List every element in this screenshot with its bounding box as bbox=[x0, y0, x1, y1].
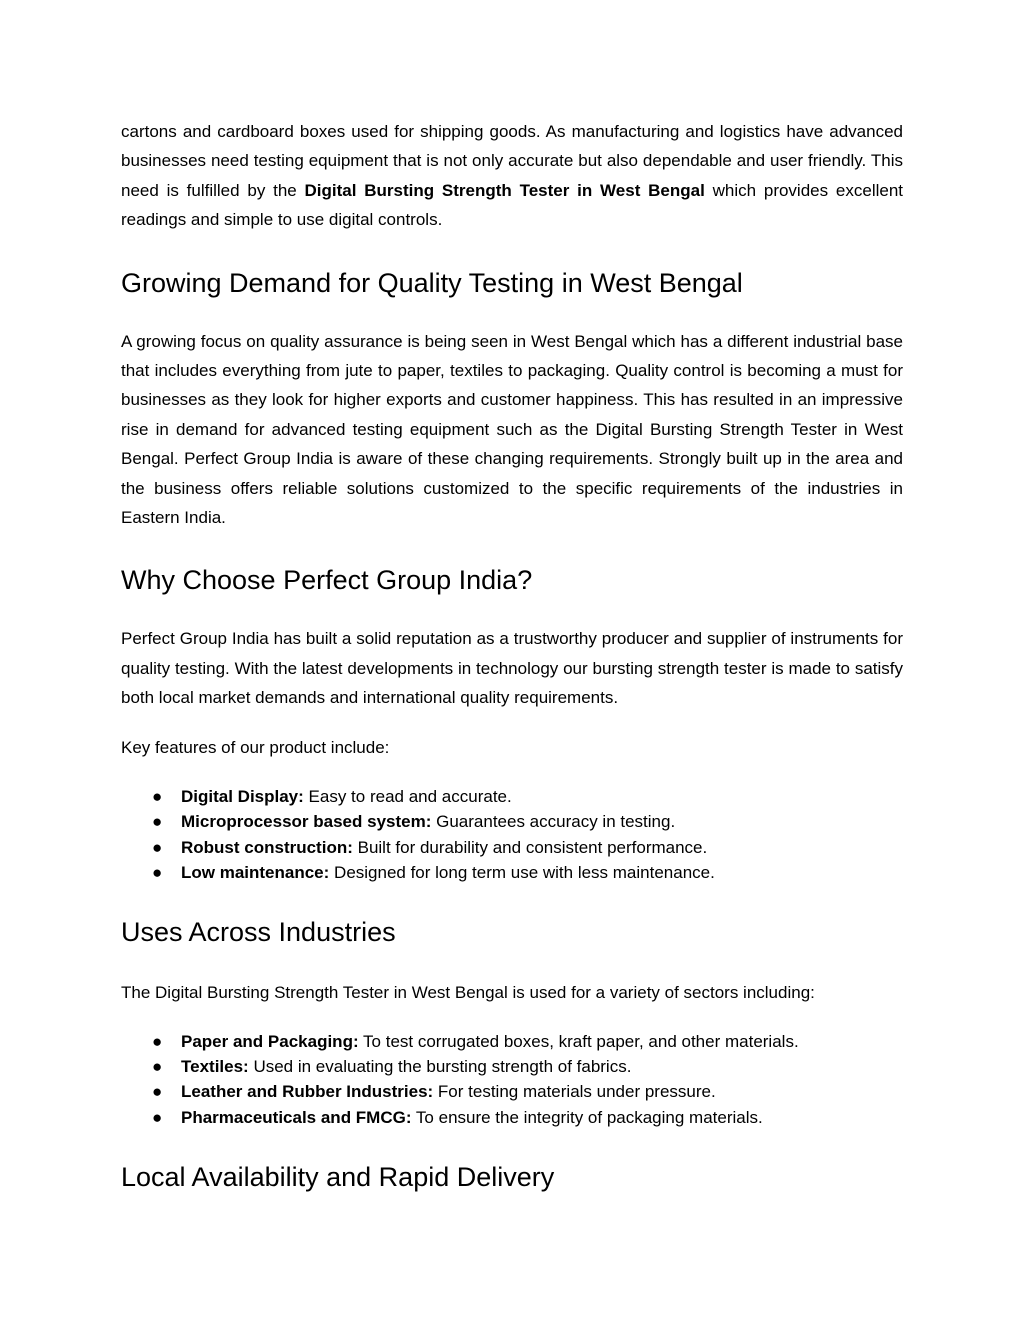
bullet-icon: ● bbox=[152, 787, 163, 807]
list-item bbox=[121, 1079, 903, 1104]
feature-text: Guarantees accuracy in testing. bbox=[431, 812, 676, 832]
industry-text: To ensure the integrity of packaging materials. bbox=[411, 1107, 763, 1127]
industries-list bbox=[121, 1029, 903, 1130]
industry-label: Leather and Rubber Industries: bbox=[181, 1082, 434, 1102]
list-item bbox=[121, 860, 903, 885]
bullet-icon: ● bbox=[152, 1031, 163, 1051]
intro-text-after: which provides excellent readings and simple to use digital controls. bbox=[121, 180, 903, 230]
bullet-icon: ● bbox=[152, 862, 163, 882]
intro-paragraph bbox=[121, 117, 903, 235]
industry-label: Pharmaceuticals and FMCG: bbox=[181, 1107, 412, 1127]
intro-text-before: cartons and cardboard boxes used for shipping goods. As manufacturing and logistics have advanced businesses need testing equipment that is not only accurate but also dependable and user friendly. This need is fulfilled by the bbox=[121, 122, 903, 200]
bullet-icon: ● bbox=[152, 837, 163, 857]
list-item bbox=[121, 1054, 903, 1079]
list-item bbox=[121, 784, 903, 809]
feature-label: Robust construction: bbox=[181, 837, 353, 857]
feature-text: Built for durability and consistent performance. bbox=[352, 837, 708, 857]
features-list bbox=[121, 784, 903, 885]
bullet-icon: ● bbox=[152, 812, 163, 832]
industry-label: Textiles: bbox=[181, 1056, 249, 1076]
feature-label: Microprocessor based system: bbox=[181, 812, 432, 832]
paragraph-growing-demand: A growing focus on quality assurance is being seen in West Bengal which has a different industrial base that includes everything from jute to paper, textiles to packaging. Quality control is becoming a must for businesses as they look for higher exports and customer happiness. This has resulted in an impressive rise in demand for advanced testing equipment such as the Digital Bursting Strength Tester in West Bengal. Perfect Group India is aware of these changing requirements. Strongly built up in the area and the business offers reliable solutions customized to the specific requirements of the industries in Eastern India. bbox=[121, 331, 903, 528]
industry-text: For testing materials under pressure. bbox=[433, 1082, 716, 1102]
industry-label: Paper and Packaging: bbox=[181, 1031, 359, 1051]
paragraph-uses: The Digital Bursting Strength Tester in West Bengal is used for a variety of sectors including: bbox=[121, 983, 815, 1003]
heading-uses-across-industries: Uses Across Industries bbox=[121, 917, 396, 948]
feature-text: Designed for long term use with less maintenance. bbox=[329, 862, 715, 882]
bullet-icon: ● bbox=[152, 1056, 163, 1076]
paragraph-key-features: Key features of our product include: bbox=[121, 737, 390, 757]
intro-bold-text: Digital Bursting Strength Tester in West Bengal bbox=[304, 180, 705, 200]
bullet-icon: ● bbox=[152, 1107, 163, 1127]
feature-text: Easy to read and accurate. bbox=[303, 787, 512, 807]
document-content bbox=[121, 115, 903, 1194]
bullet-icon: ● bbox=[152, 1082, 163, 1102]
list-item bbox=[121, 809, 903, 834]
heading-local-availability: Local Availability and Rapid Delivery bbox=[121, 1161, 555, 1192]
feature-label: Low maintenance: bbox=[181, 862, 330, 882]
industry-text: To test corrugated boxes, kraft paper, and other materials. bbox=[358, 1031, 799, 1051]
list-item bbox=[121, 1029, 903, 1054]
list-item bbox=[121, 835, 903, 860]
industry-text: Used in evaluating the bursting strength of fabrics. bbox=[248, 1056, 632, 1076]
heading-why-choose: Why Choose Perfect Group India? bbox=[121, 565, 533, 596]
feature-label: Digital Display: bbox=[181, 787, 304, 807]
list-item bbox=[121, 1105, 903, 1130]
paragraph-why-choose: Perfect Group India has built a solid reputation as a trustworthy producer and supplier of instruments for quality testing. With the latest developments in technology our bursting strength tester is made to satisfy both local market demands and international quality requirements. bbox=[121, 629, 903, 708]
heading-growing-demand: Growing Demand for Quality Testing in West Bengal bbox=[121, 267, 743, 298]
